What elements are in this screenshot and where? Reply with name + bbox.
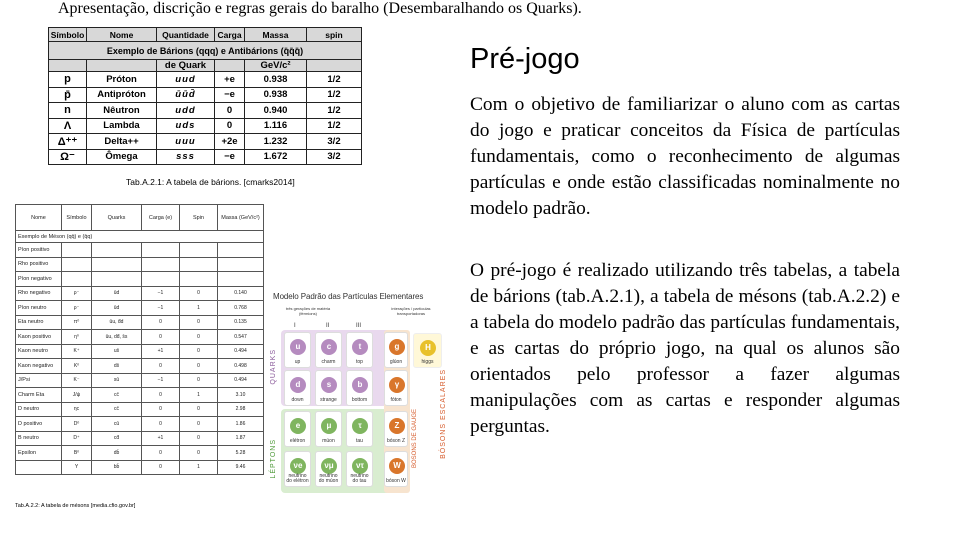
meson-cell: ūu, d̄d	[92, 315, 142, 330]
particle-symbol: s	[321, 377, 337, 393]
meson-row	[16, 417, 264, 432]
meson-cell	[218, 243, 264, 258]
meson-cell	[218, 272, 264, 287]
meson-cell: −1	[142, 286, 180, 301]
meson-cell: Rho negativo	[16, 286, 62, 301]
meson-cell	[92, 243, 142, 258]
meson-cell: D⁰	[62, 417, 92, 432]
baryon-cell: n	[49, 103, 87, 119]
meson-cell: 1	[180, 301, 218, 316]
baryon-cell: 0.938	[245, 87, 307, 103]
baryon-cell: 1.116	[245, 118, 307, 134]
baryon-row	[49, 134, 362, 150]
particle-symbol: c	[321, 339, 337, 355]
meson-cell: π⁰	[62, 315, 92, 330]
meson-cell: η⁰	[62, 330, 92, 345]
meson-cell	[142, 243, 180, 258]
particle-cell	[346, 411, 373, 447]
particle-symbol: τ	[352, 418, 368, 434]
quarks-label: QUARKS	[270, 349, 277, 385]
particle-symbol: t	[352, 339, 368, 355]
section-heading: Pré-jogo	[470, 43, 580, 75]
meson-cell: Rho positivo	[16, 257, 62, 272]
meson-row	[16, 243, 264, 258]
meson-row	[16, 272, 264, 287]
meson-cell: bb̄	[92, 460, 142, 475]
particle-cell	[384, 451, 408, 487]
meson-cell: 0	[180, 431, 218, 446]
meson-cell	[16, 460, 62, 475]
meson-cell: Píon neutro	[16, 301, 62, 316]
particle-name: glúon	[389, 359, 403, 365]
meson-cell: B neutro	[16, 431, 62, 446]
baryon-cell: 3/2	[307, 149, 362, 165]
baryon-cell: 0.940	[245, 103, 307, 119]
baryon-cell: 1/2	[307, 103, 362, 119]
meson-cell: J/Psi	[16, 373, 62, 388]
meson-cell: cd̄	[92, 431, 142, 446]
meson-cell	[180, 272, 218, 287]
meson-cell: 1	[180, 388, 218, 403]
baryon-cell: Lambda	[87, 118, 157, 134]
particle-cell	[346, 370, 373, 406]
meson-cell: 0.494	[218, 344, 264, 359]
meson-cell: 0	[180, 402, 218, 417]
particle-symbol: νe	[290, 458, 306, 474]
particle-cell	[346, 332, 373, 368]
meson-cell: K⁰	[62, 359, 92, 374]
meson-cell: 0	[180, 446, 218, 461]
particle-name: múon	[322, 438, 335, 444]
baryon-cell: Antipróton	[87, 87, 157, 103]
meson-cell: 3.10	[218, 388, 264, 403]
meson-cell	[62, 272, 92, 287]
meson-cell: ūd	[92, 286, 142, 301]
baryon-cell: Λ	[49, 118, 87, 134]
particle-symbol: b	[352, 377, 368, 393]
particle-cell	[284, 332, 311, 368]
meson-cell	[142, 272, 180, 287]
meson-cell	[92, 257, 142, 272]
baryon-row	[49, 118, 362, 134]
particle-name: bottom	[351, 397, 368, 403]
baryon-subheader	[49, 60, 87, 72]
meson-cell: 1	[180, 460, 218, 475]
particle-name: fóton	[390, 397, 402, 403]
particle-name: bóson Z	[386, 438, 406, 444]
baryon-cell: sss	[157, 149, 215, 165]
particle-name: bóson W	[386, 478, 406, 484]
meson-cell: sū	[92, 373, 142, 388]
meson-row	[16, 402, 264, 417]
particle-symbol: γ	[389, 377, 405, 393]
meson-cell: 0	[142, 402, 180, 417]
meson-cell: cū	[92, 417, 142, 432]
baryon-header: Quantidade	[157, 28, 215, 42]
meson-cell: 0	[142, 315, 180, 330]
meson-cell: D⁺	[62, 431, 92, 446]
meson-cell: 0.135	[218, 315, 264, 330]
meson-header: Carga (e)	[142, 205, 180, 231]
meson-cell: 0	[142, 388, 180, 403]
meson-cell: 5.28	[218, 446, 264, 461]
baryon-cell: Ω⁻	[49, 149, 87, 165]
meson-cell: D neutro	[16, 402, 62, 417]
meson-cell: db̄	[92, 446, 142, 461]
meson-table-caption: Exemplo de Méson (qq̄) e (q̄q)	[16, 231, 264, 243]
meson-cell	[180, 257, 218, 272]
meson-cell: 0	[180, 417, 218, 432]
meson-row	[16, 373, 264, 388]
meson-table	[15, 204, 264, 475]
baryon-table	[48, 27, 362, 165]
meson-cell: −1	[142, 373, 180, 388]
particle-name: top	[356, 359, 363, 365]
meson-header: Quarks	[92, 205, 142, 231]
meson-cell	[142, 257, 180, 272]
meson-cell: 0.140	[218, 286, 264, 301]
baryon-cell: 1/2	[307, 118, 362, 134]
meson-row	[16, 359, 264, 374]
meson-cell: Charm Eta	[16, 388, 62, 403]
meson-cell: ūu, dd̄, s̄s	[92, 330, 142, 345]
meson-row	[16, 330, 264, 345]
meson-cell: K⁺	[62, 344, 92, 359]
meson-row	[16, 446, 264, 461]
baryon-subheader	[307, 60, 362, 72]
meson-cell	[218, 257, 264, 272]
meson-row	[16, 286, 264, 301]
baryon-row	[49, 87, 362, 103]
meson-row	[16, 431, 264, 446]
scalar-bosons-label: BÓSONS ESCALARES	[440, 369, 447, 459]
meson-cell: Píon positivo	[16, 243, 62, 258]
particle-cell	[384, 411, 408, 447]
meson-cell: D positivo	[16, 417, 62, 432]
meson-table-footer: Tab.A.2.2: A tabela de mésons [media.cfio.gov.br]	[15, 503, 136, 509]
meson-row	[16, 315, 264, 330]
generations-label: três gerações de matéria (férmions)	[285, 306, 331, 316]
particle-symbol: d	[290, 377, 306, 393]
particle-cell	[284, 370, 311, 406]
meson-cell: Kaon negativo	[16, 359, 62, 374]
particle-name: elétron	[289, 438, 306, 444]
meson-cell: cc̄	[92, 388, 142, 403]
particle-name: neutrino do tau	[350, 473, 369, 484]
generation-number: III	[356, 323, 362, 329]
particle-symbol: u	[290, 339, 306, 355]
standard-model-title: Modelo Padrão das Partículas Elementares	[273, 292, 424, 301]
baryon-cell: Próton	[87, 72, 157, 88]
meson-header: Nome	[16, 205, 62, 231]
meson-cell	[180, 243, 218, 258]
particle-symbol: e	[290, 418, 306, 434]
meson-cell: ηc	[62, 402, 92, 417]
paragraph-1: Com o objetivo de familiarizar o aluno com as cartas do jogo e praticar conceitos da Física de partículas fundamentais, como o reconhecimento de algumas partículas e onde estão classificadas nominalmente no modelo padrão.	[470, 94, 900, 219]
meson-cell: 0	[142, 446, 180, 461]
particle-cell	[315, 332, 342, 368]
standard-model-chart	[270, 289, 450, 504]
baryon-cell: Δ⁺⁺	[49, 134, 87, 150]
particle-cell	[315, 451, 342, 487]
particle-symbol: g	[389, 339, 405, 355]
meson-cell: 0	[180, 359, 218, 374]
baryon-header: Carga	[215, 28, 245, 42]
higgs-cell	[413, 333, 442, 368]
particle-name: neutrino do elétron	[286, 473, 309, 484]
particle-name: up	[294, 359, 301, 365]
baryon-cell: uuu	[157, 134, 215, 150]
meson-cell: 1.87	[218, 431, 264, 446]
meson-cell: 0	[180, 315, 218, 330]
meson-cell: 1.86	[218, 417, 264, 432]
baryon-subheader	[215, 60, 245, 72]
baryon-cell: +2e	[215, 134, 245, 150]
meson-cell: J/ψ	[62, 388, 92, 403]
baryon-cell: 1/2	[307, 72, 362, 88]
baryon-cell: uud	[157, 72, 215, 88]
particle-name: charm	[321, 359, 336, 365]
baryon-subheader: GeV/c²	[245, 60, 307, 72]
meson-row	[16, 388, 264, 403]
meson-cell: cc̄	[92, 402, 142, 417]
meson-cell: 0.768	[218, 301, 264, 316]
meson-row	[16, 301, 264, 316]
baryon-table-footer: Tab.A.2.1: A tabela de bárions. [cmarks2014]	[126, 177, 295, 187]
baryon-table-caption: Exemplo de Bárions (qqq) e Antibárions (q̄q̄q̄)	[49, 42, 362, 60]
particle-name: tau	[356, 438, 363, 444]
meson-cell: +1	[142, 344, 180, 359]
meson-cell: 0	[142, 417, 180, 432]
baryon-cell: Delta++	[87, 134, 157, 150]
meson-cell	[62, 257, 92, 272]
baryon-cell: 1.672	[245, 149, 307, 165]
meson-cell: 0	[142, 359, 180, 374]
baryon-subheader: de Quark	[157, 60, 215, 72]
meson-cell: 0	[180, 330, 218, 345]
particle-symbol: Z	[389, 418, 405, 434]
leptons-label: LÉPTONS	[270, 439, 277, 479]
particle-cell	[315, 411, 342, 447]
baryon-header: Símbolo	[49, 28, 87, 42]
particle-symbol: ντ	[352, 458, 368, 474]
meson-header: Símbolo	[62, 205, 92, 231]
meson-header: Massa (GeV/c²)	[218, 205, 264, 231]
meson-cell: K⁻	[62, 373, 92, 388]
baryon-cell: p̄	[49, 87, 87, 103]
meson-cell: 2.98	[218, 402, 264, 417]
baryon-cell: 1.232	[245, 134, 307, 150]
particle-cell	[284, 451, 311, 487]
meson-cell: 0.494	[218, 373, 264, 388]
meson-cell: Epsilon	[16, 446, 62, 461]
meson-cell: Υ	[62, 460, 92, 475]
baryon-cell: udd	[157, 103, 215, 119]
meson-cell	[62, 243, 92, 258]
generation-number: II	[326, 323, 330, 329]
slide-title: Apresentação, discrição e regras gerais do baralho (Desembaralhando os Quarks).	[58, 0, 582, 17]
particle-symbol: νμ	[321, 458, 337, 474]
particle-cell	[384, 332, 408, 368]
meson-table-figure	[15, 204, 264, 475]
meson-cell: Kaon neutro	[16, 344, 62, 359]
meson-cell: 0	[142, 460, 180, 475]
baryon-row	[49, 103, 362, 119]
meson-cell: us̄	[92, 344, 142, 359]
particle-name: down	[291, 397, 304, 403]
meson-header: Spin	[180, 205, 218, 231]
particle-cell	[384, 370, 408, 406]
baryon-row	[49, 72, 362, 88]
meson-cell: Eta neutro	[16, 315, 62, 330]
baryon-cell: Nêutron	[87, 103, 157, 119]
baryon-cell: 0	[215, 118, 245, 134]
meson-cell: 0	[180, 286, 218, 301]
particle-cell	[346, 451, 373, 487]
particle-name: strange	[320, 397, 337, 403]
meson-cell: −1	[142, 301, 180, 316]
meson-cell	[92, 272, 142, 287]
meson-cell: 0	[180, 373, 218, 388]
baryon-cell: Ômega	[87, 149, 157, 165]
meson-row	[16, 460, 264, 475]
meson-cell: 0	[180, 344, 218, 359]
baryon-header: spin	[307, 28, 362, 42]
gauge-bosons-label: BÓSONS DE GAUGE	[412, 409, 418, 469]
interactions-label: interações / partículas transportadoras	[391, 306, 431, 316]
meson-row	[16, 257, 264, 272]
baryon-header: Massa	[245, 28, 307, 42]
meson-cell: B⁰	[62, 446, 92, 461]
meson-cell: ρ⁻	[62, 301, 92, 316]
particle-symbol: W	[389, 458, 405, 474]
baryon-cell: −e	[215, 87, 245, 103]
higgs-name: higgs	[421, 359, 434, 365]
baryon-cell: 0.938	[245, 72, 307, 88]
meson-cell: 9.46	[218, 460, 264, 475]
meson-cell: ūd	[92, 301, 142, 316]
meson-row	[16, 344, 264, 359]
baryon-cell: ūūd̄	[157, 87, 215, 103]
particle-cell	[284, 411, 311, 447]
baryon-header: Nome	[87, 28, 157, 42]
baryon-cell: −e	[215, 149, 245, 165]
meson-cell: +1	[142, 431, 180, 446]
baryon-row	[49, 149, 362, 165]
meson-cell: ds̄	[92, 359, 142, 374]
baryon-cell: +e	[215, 72, 245, 88]
meson-cell: 0.498	[218, 359, 264, 374]
baryon-table-figure	[48, 27, 362, 187]
baryon-cell: 1/2	[307, 87, 362, 103]
particle-cell	[315, 370, 342, 406]
meson-cell: 0.547	[218, 330, 264, 345]
meson-cell: Píon negativo	[16, 272, 62, 287]
meson-cell: ρ⁻	[62, 286, 92, 301]
baryon-cell: uds	[157, 118, 215, 134]
baryon-cell: 0	[215, 103, 245, 119]
higgs-ball: H	[420, 340, 436, 356]
meson-cell: 0	[142, 330, 180, 345]
baryon-cell: 3/2	[307, 134, 362, 150]
generation-number: I	[294, 323, 296, 329]
particle-name: neutrino do múon	[318, 473, 339, 484]
baryon-subheader	[87, 60, 157, 72]
particle-symbol: μ	[321, 418, 337, 434]
paragraph-2: O pré-jogo é realizado utilizando três tabelas, a tabela de bárions (tab.A.2.1), a tabela de mésons (tab.A.2.2) e a tabela do modelo padrão das partículas fundamentais, e as cartas do próprio jogo, na qual os alunos são orientados pelo professor a fazer algumas manipulações com as cartas e responder algumas perguntas.	[470, 260, 900, 437]
baryon-cell: p	[49, 72, 87, 88]
meson-cell: Kaon positivo	[16, 330, 62, 345]
